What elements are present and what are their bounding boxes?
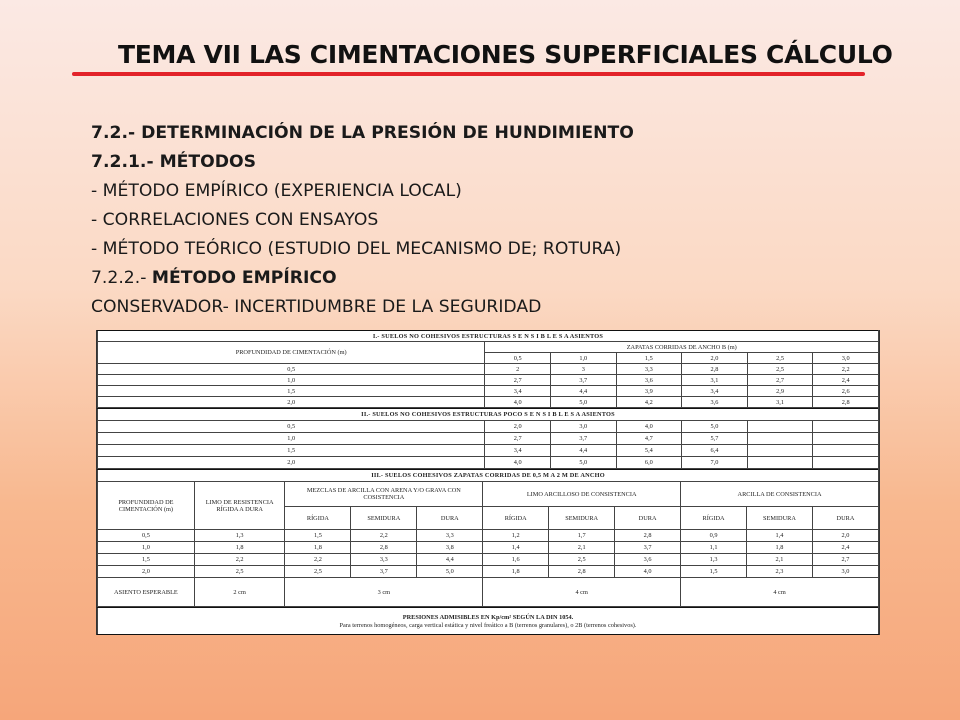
table-iii-mezclas-header: MEZCLAS DE ARCILLA CON ARENA Y/O GRAVA CON COSISTENCIA bbox=[285, 482, 483, 507]
table-iii-subheader: SEMIDURA bbox=[351, 507, 417, 530]
table-ii bbox=[97, 408, 879, 469]
table-row bbox=[98, 566, 879, 578]
table-cell: 3,3 bbox=[417, 530, 483, 542]
line-presion-hundimiento: 7.2.- DETERMINACIÓN DE LA PRESIÓN DE HUNDIMIENTO bbox=[91, 123, 634, 143]
line-7-2-2 bbox=[91, 264, 634, 293]
table-row bbox=[98, 530, 879, 542]
table-cell: 2,5 bbox=[285, 566, 351, 578]
table-cell: 3,7 bbox=[550, 433, 616, 445]
table-cell: 3 bbox=[550, 364, 616, 375]
table-cell: 2,2 bbox=[351, 530, 417, 542]
table-row bbox=[98, 445, 879, 457]
table-cell: 0,5 bbox=[98, 530, 195, 542]
table-cell: 2,2 bbox=[194, 554, 285, 566]
table-cell: 3,0 bbox=[550, 421, 616, 433]
line-metodos: 7.2.1.- MÉTODOS bbox=[91, 152, 257, 172]
slide-body bbox=[91, 119, 634, 322]
table-iii bbox=[97, 469, 879, 607]
footer-title: PRESIONES ADMISIBLES EN Kp/cm² SEGÚN LA DIN 1054. bbox=[402, 613, 574, 621]
table-cell: 3,3 bbox=[616, 364, 682, 375]
table-i-depth-header: PROFUNDIDAD DE CIMENTACIÓN (m) bbox=[98, 342, 485, 364]
table-i-width-header: 3,0 bbox=[813, 353, 879, 364]
table-cell: 1,3 bbox=[194, 530, 285, 542]
table-cell: 2,2 bbox=[813, 364, 879, 375]
table-cell: 1,1 bbox=[681, 542, 747, 554]
table-cell bbox=[747, 445, 813, 457]
table-iii-arcilla-header: ARCILLA DE CONSISTENCIA bbox=[681, 482, 879, 507]
table-row bbox=[98, 433, 879, 445]
table-cell: 2,1 bbox=[549, 542, 615, 554]
table-row bbox=[98, 554, 879, 566]
table-iii-subheader: SEMIDURA bbox=[549, 507, 615, 530]
table-iii-subheader: RÍGIDA bbox=[483, 507, 549, 530]
table-cell: 5,0 bbox=[550, 457, 616, 469]
table-cell: 1,0 bbox=[98, 542, 195, 554]
table-cell: 2,5 bbox=[549, 554, 615, 566]
line-conservador: CONSERVADOR- INCERTIDUMBRE DE LA SEGURIDAD bbox=[91, 297, 542, 317]
table-cell: 3,9 bbox=[616, 386, 682, 397]
table-cell bbox=[747, 421, 813, 433]
table-cell: 2,8 bbox=[813, 397, 879, 408]
table-iii-title: III.- SUELOS COHESIVOS ZAPATAS CORRIDAS DE 0,5 M A 2 M DE ANCHO bbox=[98, 470, 879, 482]
line-metodo-empirico: - MÉTODO EMPÍRICO (EXPERIENCIA LOCAL) bbox=[91, 181, 462, 201]
table-i-width-header: 1,0 bbox=[550, 353, 616, 364]
table-cell: 2,3 bbox=[747, 566, 813, 578]
title-underline bbox=[72, 72, 865, 76]
table-row bbox=[98, 386, 879, 397]
footer-note: Para terrenos homogéneos, carga vertical estática y nivel freático a B (terrenos granulares), o 2B (terrenos cohesivos). bbox=[339, 621, 637, 629]
table-cell: 2,4 bbox=[812, 542, 878, 554]
table-cell: 1,2 bbox=[483, 530, 549, 542]
table-i bbox=[97, 330, 879, 408]
table-footer bbox=[97, 607, 879, 635]
table-cell: 5,0 bbox=[417, 566, 483, 578]
table-iii-subheader: DURA bbox=[812, 507, 878, 530]
table-row bbox=[98, 375, 879, 386]
table-cell: 4,0 bbox=[615, 566, 681, 578]
table-cell: 3,7 bbox=[615, 542, 681, 554]
table-ii-title: II.- SUELOS NO COHESIVOS ESTRUCTURAS POCO S E N S I B L E S A ASIENTOS bbox=[98, 409, 879, 421]
table-row bbox=[98, 457, 879, 469]
table-cell: 4,2 bbox=[616, 397, 682, 408]
table-i-width-header: 2,5 bbox=[747, 353, 813, 364]
table-i-width-header: 2,0 bbox=[682, 353, 748, 364]
table-i-width-header: 0,5 bbox=[485, 353, 551, 364]
table-cell: 2,9 bbox=[747, 386, 813, 397]
table-cell: 2,0 bbox=[98, 457, 485, 469]
table-cell: 1,4 bbox=[483, 542, 549, 554]
table-cell: 2,8 bbox=[351, 542, 417, 554]
asiento-mezclas: 3 cm bbox=[285, 578, 483, 607]
table-row bbox=[98, 397, 879, 408]
table-cell: 0,5 bbox=[98, 364, 485, 375]
table-cell: 1,0 bbox=[98, 433, 485, 445]
table-cell: 1,8 bbox=[747, 542, 813, 554]
table-cell: 1,8 bbox=[483, 566, 549, 578]
table-iii-subheader: DURA bbox=[417, 507, 483, 530]
asiento-limo: 2 cm bbox=[194, 578, 285, 607]
table-cell: 3,7 bbox=[550, 375, 616, 386]
table-cell: 3,7 bbox=[351, 566, 417, 578]
table-cell: 1,5 bbox=[285, 530, 351, 542]
table-cell: 3,8 bbox=[417, 542, 483, 554]
table-cell: 3,1 bbox=[682, 375, 748, 386]
table-cell: 1,5 bbox=[98, 386, 485, 397]
asiento-limo-arcilloso: 4 cm bbox=[483, 578, 681, 607]
table-cell bbox=[813, 421, 879, 433]
table-cell: 3,4 bbox=[485, 386, 551, 397]
line-7-2-2-heading: MÉTODO EMPÍRICO bbox=[151, 268, 337, 288]
table-cell: 3,6 bbox=[616, 375, 682, 386]
table-cell bbox=[813, 433, 879, 445]
table-cell: 1,5 bbox=[98, 554, 195, 566]
table-cell: 5,4 bbox=[616, 445, 682, 457]
table-iii-subheader: DURA bbox=[615, 507, 681, 530]
table-cell: 3,6 bbox=[615, 554, 681, 566]
table-cell: 1,4 bbox=[747, 530, 813, 542]
table-i-width-header: 1,5 bbox=[616, 353, 682, 364]
table-cell: 4,0 bbox=[616, 421, 682, 433]
table-cell bbox=[747, 433, 813, 445]
table-cell bbox=[813, 445, 879, 457]
line-correlaciones: - CORRELACIONES CON ENSAYOS bbox=[91, 210, 379, 230]
table-cell: 2,8 bbox=[615, 530, 681, 542]
table-cell: 2,7 bbox=[485, 433, 551, 445]
table-cell: 3,3 bbox=[351, 554, 417, 566]
table-cell: 2,0 bbox=[98, 566, 195, 578]
table-cell: 1,5 bbox=[98, 445, 485, 457]
table-cell: 2,1 bbox=[747, 554, 813, 566]
table-row bbox=[98, 421, 879, 433]
table-cell: 2,8 bbox=[549, 566, 615, 578]
table-cell: 5,7 bbox=[682, 433, 748, 445]
asiento-esperable-label: ASIENTO ESPERABLE bbox=[98, 578, 195, 607]
table-cell: 4,4 bbox=[550, 386, 616, 397]
table-iii-subheader: SEMIDURA bbox=[747, 507, 813, 530]
table-cell: 0,9 bbox=[681, 530, 747, 542]
table-iii-limo-arcilloso-header: LIMO ARCILLOSO DE CONSISTENCIA bbox=[483, 482, 681, 507]
table-cell: 2,0 bbox=[812, 530, 878, 542]
slide-title: TEMA VII LAS CIMENTACIONES SUPERFICIALES CÁLCULO bbox=[118, 40, 893, 69]
table-cell: 7,0 bbox=[682, 457, 748, 469]
table-cell: 2 bbox=[485, 364, 551, 375]
table-cell: 0,5 bbox=[98, 421, 485, 433]
table-cell: 6,4 bbox=[682, 445, 748, 457]
table-cell: 6,0 bbox=[616, 457, 682, 469]
table-cell: 2,0 bbox=[485, 421, 551, 433]
table-row bbox=[98, 542, 879, 554]
table-cell: 1,5 bbox=[681, 566, 747, 578]
table-cell: 1,6 bbox=[483, 554, 549, 566]
table-cell: 4,4 bbox=[550, 445, 616, 457]
table-cell: 2,0 bbox=[98, 397, 485, 408]
table-cell: 3,1 bbox=[747, 397, 813, 408]
table-cell: 5,0 bbox=[682, 421, 748, 433]
table-cell: 3,6 bbox=[682, 397, 748, 408]
table-i-group-header: ZAPATAS CORRIDAS DE ANCHO B (m) bbox=[485, 342, 879, 353]
table-cell: 1,8 bbox=[285, 542, 351, 554]
table-cell: 4,4 bbox=[417, 554, 483, 566]
table-cell: 4,0 bbox=[485, 397, 551, 408]
table-iii-limo-header: LIMO DE RESISTENCIA RÍGIDA A DURA bbox=[194, 482, 285, 530]
table-iii-subheader: RÍGIDA bbox=[285, 507, 351, 530]
table-cell bbox=[813, 457, 879, 469]
table-cell: 3,4 bbox=[485, 445, 551, 457]
table-cell: 2,7 bbox=[812, 554, 878, 566]
line-metodo-teorico: - MÉTODO TEÓRICO (ESTUDIO DEL MECANISMO DE; ROTURA) bbox=[91, 239, 622, 259]
presiones-admisibles-table bbox=[96, 330, 880, 635]
table-cell bbox=[747, 457, 813, 469]
table-row bbox=[98, 364, 879, 375]
table-cell: 2,7 bbox=[485, 375, 551, 386]
table-cell: 1,8 bbox=[194, 542, 285, 554]
table-cell: 3,4 bbox=[682, 386, 748, 397]
table-cell: 5,0 bbox=[550, 397, 616, 408]
table-cell: 2,7 bbox=[747, 375, 813, 386]
table-cell: 1,7 bbox=[549, 530, 615, 542]
table-i-title: I.- SUELOS NO COHESIVOS ESTRUCTURAS S E N S I B L E S A ASIENTOS bbox=[98, 331, 879, 342]
table-iii-depth-header: PROFUNDIDAD DE CIMENTACIÓN (m) bbox=[98, 482, 195, 530]
table-cell: 2,4 bbox=[813, 375, 879, 386]
table-cell: 2,2 bbox=[285, 554, 351, 566]
table-cell: 4,0 bbox=[485, 457, 551, 469]
table-cell: 2,8 bbox=[682, 364, 748, 375]
line-7-2-2-number: 7.2.2.- bbox=[91, 268, 152, 288]
table-iii-subheader: RÍGIDA bbox=[681, 507, 747, 530]
table-cell: 2,5 bbox=[194, 566, 285, 578]
asiento-arcilla: 4 cm bbox=[681, 578, 879, 607]
table-cell: 2,5 bbox=[747, 364, 813, 375]
table-cell: 1,0 bbox=[98, 375, 485, 386]
table-cell: 1,3 bbox=[681, 554, 747, 566]
table-cell: 4,7 bbox=[616, 433, 682, 445]
table-cell: 2,6 bbox=[813, 386, 879, 397]
table-cell: 3,0 bbox=[812, 566, 878, 578]
